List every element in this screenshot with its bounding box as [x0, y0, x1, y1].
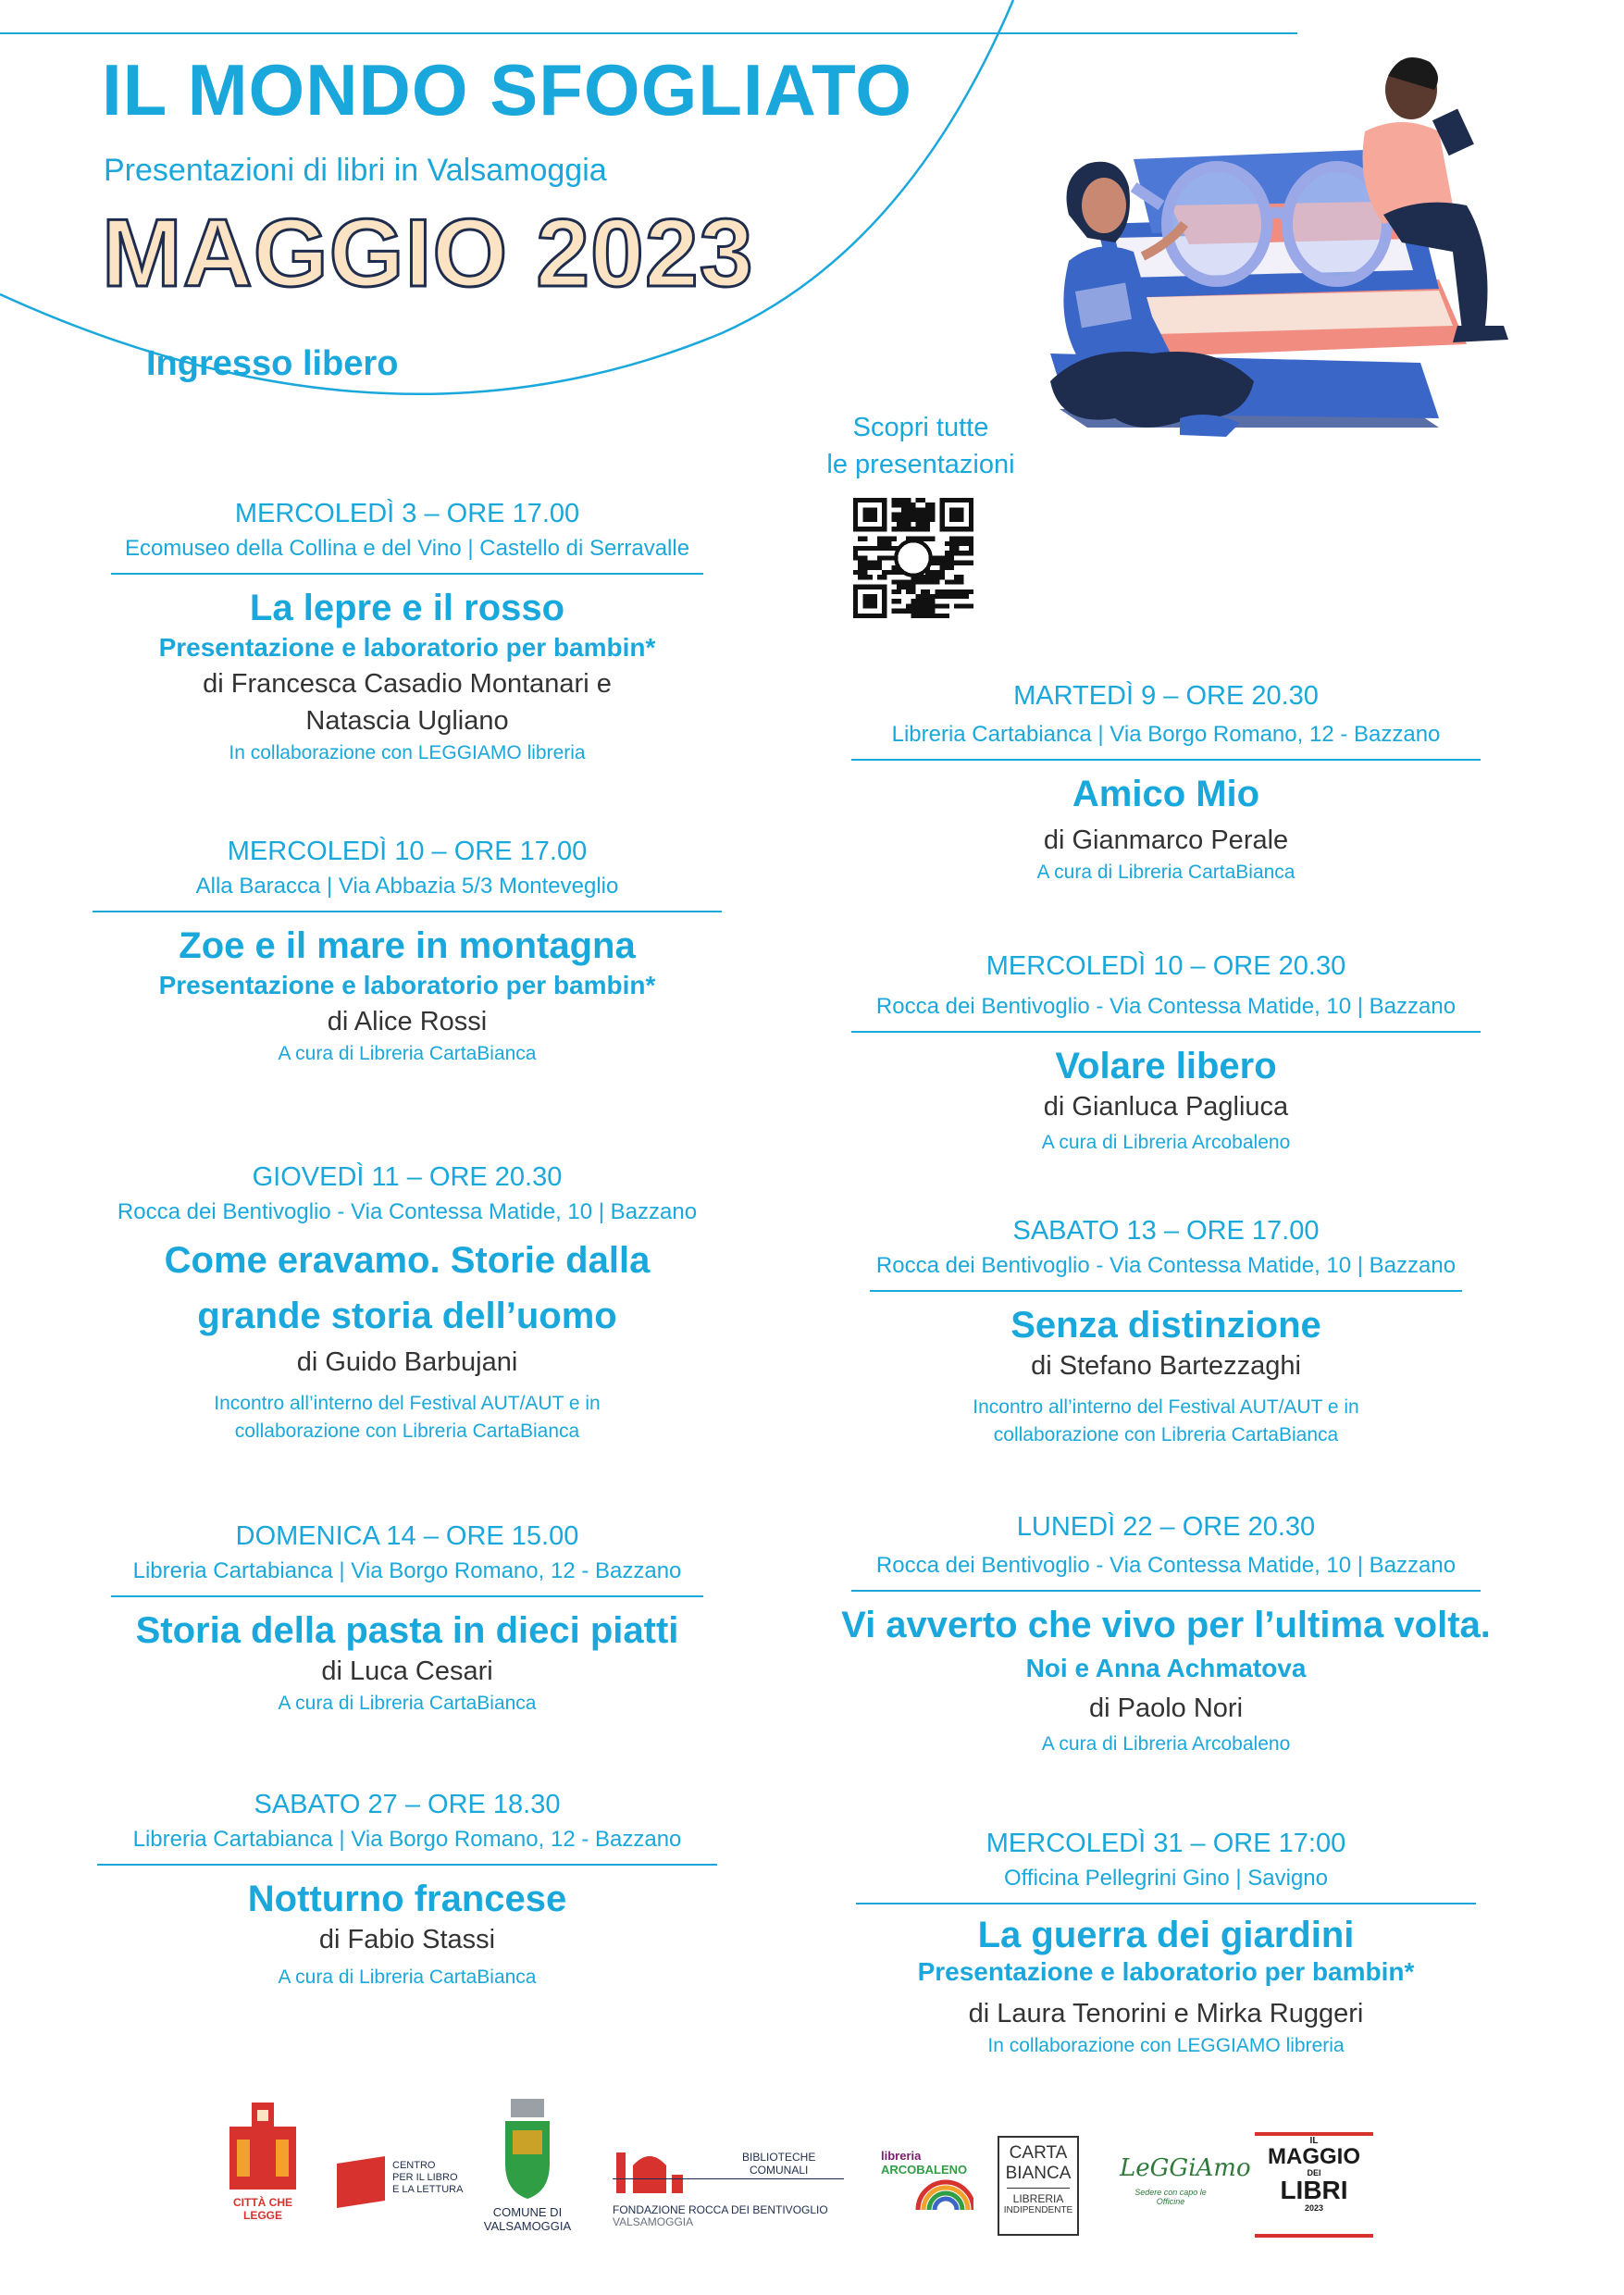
cartabianca-logo	[998, 2136, 1079, 2236]
event-left-3	[83, 1159, 731, 1445]
maggio-logo-line: LIBRI	[1280, 2176, 1348, 2204]
maggio-logo-line: 2023	[1304, 2203, 1324, 2213]
event-place: Rocca dei Bentivoglio - Via Contessa Matide, 10 | Bazzano	[117, 1199, 698, 1224]
event-note: In collaborazione con LEGGIAMO libreria	[229, 742, 586, 763]
event-place: Rocca dei Bentivoglio - Via Contessa Matide, 10 | Bazzano	[875, 1253, 1457, 1278]
event-note: collaborazione con Libreria CartaBianca	[993, 1424, 1339, 1445]
event-place: Alla Baracca | Via Abbazia 5/3 Monteveglio	[195, 874, 619, 899]
event-author: di Alice Rossi	[327, 1007, 488, 1036]
event-author: di Guido Barbujani	[296, 1347, 518, 1377]
event-kids-tag: Presentazione e laboratorio per bambin*	[917, 1957, 1415, 1986]
cartabianca-logo-line: BIANCA	[1005, 2164, 1072, 2183]
divider	[111, 1595, 703, 1597]
arcobaleno-logo-line: libreria	[881, 2149, 922, 2163]
event-left-1	[93, 495, 722, 767]
event-date: MERCOLEDÌ 3 – ORE 17.00	[234, 499, 580, 528]
event-kids-tag: Noi e Anna Achmatova	[1025, 1654, 1307, 1682]
centro-logo-line: CENTRO	[392, 2160, 436, 2171]
divider	[613, 2178, 844, 2179]
maggio-logo-line: DEI	[1307, 2168, 1321, 2177]
maggio-logo-line: MAGGIO	[1268, 2144, 1360, 2169]
leggiamo-logo	[1120, 2154, 1251, 2228]
cartabianca-logo-line: INDIPENDENTE	[1003, 2205, 1073, 2215]
sponsor-logos	[0, 2099, 1624, 2265]
event-place: Officina Pellegrini Gino | Savigno	[1004, 1866, 1328, 1891]
fondazione-logo-line: VALSAMOGGIA	[613, 2215, 694, 2228]
qr-caption-line: Scopri tutte	[852, 413, 989, 442]
divider	[111, 573, 703, 575]
event-note: A cura di Libreria CartaBianca	[278, 1966, 537, 1988]
maggio-logo-line: IL	[1309, 2136, 1319, 2146]
event-author: Natascia Ugliano	[305, 706, 509, 736]
event-right-1	[851, 677, 1481, 887]
month-heading: MAGGIO 2023	[102, 200, 754, 307]
event-note: A cura di Libreria Arcobaleno	[1041, 1132, 1291, 1153]
event-place: Libreria Cartabianca | Via Borgo Romano, 12 - Bazzano	[132, 1827, 682, 1852]
event-author: di Fabio Stassi	[318, 1925, 496, 1954]
event-author: di Paolo Nori	[1088, 1693, 1244, 1723]
divider	[856, 1903, 1476, 1904]
event-author: di Gianmarco Perale	[1043, 825, 1289, 855]
divider	[851, 759, 1481, 761]
centro-libro-logo	[333, 2156, 472, 2221]
cartabianca-logo-line: CARTA	[1009, 2143, 1068, 2163]
comune-logo-line: COMUNE DI	[492, 2205, 563, 2219]
event-place: Libreria Cartabianca | Via Borgo Romano, 12 - Bazzano	[891, 722, 1441, 747]
event-place: Rocca dei Bentivoglio - Via Contessa Matide, 10 | Bazzano	[875, 1553, 1457, 1578]
reading-people-illustration	[1032, 48, 1550, 474]
event-book-title: Volare libero	[1055, 1046, 1277, 1086]
libreria-arcobaleno-logo	[881, 2145, 973, 2219]
event-date: LUNEDÌ 22 – ORE 20.30	[1016, 1512, 1316, 1542]
cartabianca-logo-line: LIBRERIA	[1012, 2192, 1064, 2205]
event-date: SABATO 13 – ORE 17.00	[1012, 1216, 1320, 1246]
event-book-title: Vi avverto che vivo per l’ultima volta.	[841, 1605, 1491, 1645]
book-mark-icon	[333, 2156, 389, 2208]
event-left-5	[93, 1786, 722, 1991]
event-book-title: Amico Mio	[1072, 774, 1260, 814]
event-right-3	[851, 1212, 1481, 1449]
event-date: MERCOLEDÌ 31 – ORE 17:00	[986, 1829, 1346, 1858]
qr-code[interactable]	[853, 498, 973, 618]
leggiamo-logo-line: Sedere con capo le Officine	[1134, 2188, 1207, 2206]
fondazione-logo-line: FONDAZIONE ROCCA DEI BENTIVOGLIO	[613, 2203, 828, 2216]
fondazione-logo-line: BIBLIOTECHE	[742, 2151, 816, 2164]
castle-icon	[226, 2099, 300, 2191]
divider	[93, 911, 722, 912]
divider	[851, 1031, 1481, 1033]
event-author: di Francesca Casadio Montanari e	[203, 669, 612, 699]
event-date: DOMENICA 14 – ORE 15.00	[235, 1521, 579, 1551]
poster-title: IL MONDO SFOGLIATO	[102, 49, 912, 130]
event-note: A cura di Libreria CartaBianca	[1036, 862, 1295, 883]
event-author: di Stefano Bartezzaghi	[1031, 1351, 1301, 1381]
comune-logo-line: VALSAMOGGIA	[483, 2219, 572, 2233]
poster-subtitle: Presentazioni di libri in Valsamoggia	[104, 153, 607, 188]
event-left-2	[93, 833, 722, 1068]
comune-valsamoggia-logo	[481, 2099, 574, 2265]
event-date: MERCOLEDÌ 10 – ORE 20.30	[986, 951, 1346, 981]
event-book-title: Notturno francese	[247, 1879, 567, 1919]
event-right-4	[805, 1508, 1527, 1758]
event-author: di Laura Tenorini e Mirka Ruggeri	[968, 1999, 1364, 2028]
event-date: MARTEDÌ 9 – ORE 20.30	[1013, 681, 1319, 711]
event-author: di Luca Cesari	[321, 1656, 493, 1686]
event-book-title: Senza distinzione	[1010, 1305, 1321, 1346]
event-date: MERCOLEDÌ 10 – ORE 17.00	[227, 837, 588, 866]
event-place: Ecomuseo della Collina e del Vino | Castello di Serravalle	[124, 536, 690, 561]
event-note: Incontro all’interno del Festival AUT/AUT e in	[214, 1393, 601, 1414]
coat-of-arms-icon	[500, 2099, 555, 2201]
rocca-icon	[613, 2147, 687, 2201]
event-date: GIOVEDÌ 11 – ORE 20.30	[252, 1162, 563, 1192]
divider	[97, 1864, 717, 1866]
arcobaleno-logo-line: ARCOBALENO	[881, 2163, 968, 2177]
event-place: Libreria Cartabianca | Via Borgo Romano, 12 - Bazzano	[132, 1558, 682, 1583]
event-date: SABATO 27 – ORE 18.30	[254, 1790, 561, 1819]
fondazione-logo-line: COMUNALI	[750, 2164, 809, 2177]
event-kids-tag: Presentazione e laboratorio per bambin*	[158, 633, 656, 662]
maggio-dei-libri-logo	[1255, 2132, 1373, 2238]
event-book-title: Come eravamo. Storie dalla	[164, 1240, 651, 1281]
centro-logo-line: E LA LETTURA	[392, 2184, 464, 2195]
event-note: In collaborazione con LEGGIAMO libreria	[987, 2035, 1345, 2056]
divider	[851, 1590, 1481, 1592]
qr-caption-line: le presentazioni	[826, 450, 1015, 479]
event-note: Incontro all’interno del Festival AUT/AUT e in	[973, 1396, 1359, 1418]
event-place: Rocca dei Bentivoglio - Via Contessa Matide, 10 | Bazzano	[875, 994, 1457, 1019]
leggiamo-logo-line: LeGGiAmo	[1120, 2154, 1251, 2182]
event-left-4	[93, 1518, 722, 1718]
citta-logo-text: CITTÀ CHE LEGGE	[233, 2196, 292, 2222]
event-right-5	[851, 1825, 1481, 2060]
event-book-title: La guerra dei giardini	[977, 1915, 1355, 1955]
divider	[870, 1290, 1462, 1292]
event-right-2	[851, 948, 1481, 1157]
event-book-title: grande storia dell’uomo	[197, 1296, 617, 1336]
centro-logo-line: PER IL LIBRO	[392, 2172, 458, 2183]
event-book-title: La lepre e il rosso	[249, 588, 565, 628]
event-note: A cura di Libreria CartaBianca	[278, 1043, 537, 1064]
fondazione-rocca-logo	[613, 2147, 844, 2230]
divider	[1007, 2188, 1070, 2189]
qr-caption	[782, 409, 1060, 483]
free-entry-label: Ingresso libero	[146, 344, 399, 383]
event-note: collaborazione con Libreria CartaBianca	[234, 1420, 580, 1442]
event-author: di Gianluca Pagliuca	[1043, 1092, 1289, 1122]
event-book-title: Storia della pasta in dieci piatti	[135, 1610, 679, 1651]
event-note: A cura di Libreria CartaBianca	[278, 1693, 537, 1714]
event-book-title: Zoe e il mare in montagna	[179, 925, 636, 966]
event-note: A cura di Libreria Arcobaleno	[1041, 1733, 1291, 1755]
event-kids-tag: Presentazione e laboratorio per bambin*	[158, 971, 656, 999]
citta-che-legge-logo	[226, 2099, 300, 2228]
